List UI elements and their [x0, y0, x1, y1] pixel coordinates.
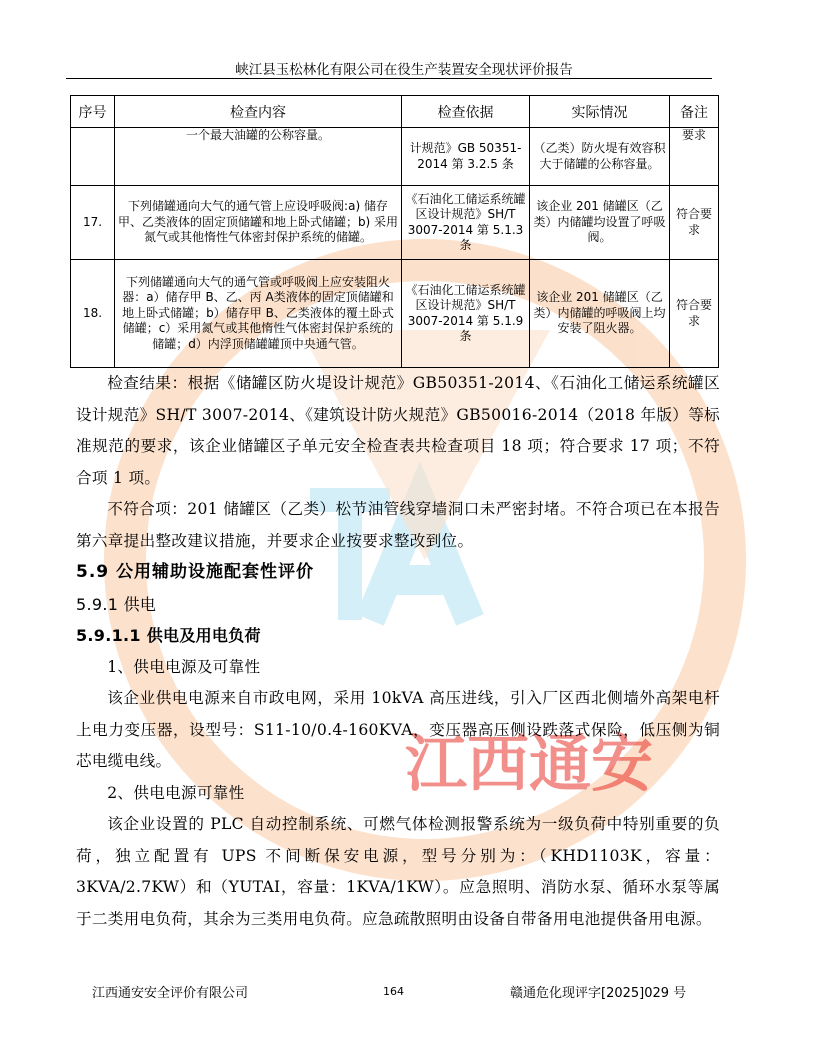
power-reliability-paragraph: 该企业设置的 PLC 自动控制系统、可燃气体检测报警系统为一级负荷中特别重要的负荷，独立配置有 UPS 不间断保安电源，型号分别为：（KHD1103K，容量：3KVA/2.7KW）和（YUTAI，容量：1KVA/1KW）。应急照明、消防水泵、循环水泵等属于二类用电负荷，其余为三类用电负荷。应急疏散照明由设备自带备用电池提供备用电源。	[76, 815, 720, 928]
section-heading-5-9: 5.9 公用辅助设施配套性评价	[76, 562, 315, 582]
nonconform-paragraph: 不符合项：201 储罐区（乙类）松节油管线穿墙洞口未严密封堵。不符合项已在本报告第六章提出整改建议措施，并要求企业按要求整改到位。	[76, 500, 720, 550]
seal-text: 江西通安	[405, 727, 654, 800]
list-item-1: 1、供电电源及可靠性	[107, 657, 261, 676]
header-rule	[66, 78, 712, 79]
footer-company: 江西通安安全评价有限公司	[92, 986, 249, 1001]
cell-basis: 计规范》GB 50351-2014 第 3.2.5 条	[402, 128, 530, 186]
col-header-note: 备注	[670, 96, 719, 128]
footer-doc-number: 赣通危化现评字[2025]029 号	[510, 986, 687, 1001]
cell-actual: 该企业 201 储罐区（乙类）内储罐均设置了呼吸阀。	[530, 186, 670, 260]
cell-no	[71, 128, 115, 186]
col-header-no: 序号	[71, 96, 115, 128]
cell-content: 下列储罐通向大气的通气管上应设呼吸阀:a) 储存甲、乙类液体的固定顶储罐和地上卧式储罐；b) 采用氮气或其他惰性气体密封保护系统的储罐。	[115, 186, 402, 260]
list-item-2: 2、供电电源可靠性	[107, 783, 245, 802]
cell-content: 下列储罐通向大气的通气管或呼吸阀上应安装阻火器：a）储存甲 B、乙、丙 A类液体的固定顶储罐和地上卧式储罐；b）储存甲 B、乙类液体的覆土卧式储罐；c）采用氮气或其他惰性气体密封保护系统的储罐；d）内浮顶储罐罐顶中央通气管。	[115, 260, 402, 368]
col-header-actual: 实际情况	[530, 96, 670, 128]
check-table	[70, 95, 719, 368]
cell-actual: 该企业 201 储罐区（乙类）内储罐的呼吸阀上均安装了阻火器。	[530, 260, 670, 368]
cell-no: 17.	[71, 186, 115, 260]
cell-content: 一个最大油罐的公称容量。	[115, 128, 402, 186]
header-title: 峡江县玉松林化有限公司在役生产装置安全现状评价报告	[235, 62, 573, 78]
table-row	[71, 186, 719, 260]
table-header-row	[71, 96, 719, 128]
cell-note: 符合要求	[670, 186, 719, 260]
check-result-paragraph: 检查结果：根据《储罐区防火堤设计规范》GB50351-2014、《石油化工储运系统罐区设计规范》SH/T 3007-2014、《建筑设计防火规范》GB50016-2014（2018 年版）等标准规范的要求，该企业储罐区子单元安全检查表共检查项目 18 项；符合要求 17 项；不符合项 1 项。	[76, 374, 720, 487]
section-heading-5-9-1-1: 5.9.1.1 供电及用电负荷	[76, 626, 261, 645]
cell-basis: 《石油化工储运系统罐区设计规范》SH/T 3007-2014 第 5.1.3 条	[402, 186, 530, 260]
col-header-content: 检查内容	[115, 96, 402, 128]
cell-no: 18.	[71, 260, 115, 368]
power-source-paragraph: 该企业供电电源来自市政电网，采用 10kVA 高压进线，引入厂区西北侧墙外高架电杆上电力变压器，设型号：S11-10/0.4-160KVA，变压器高压侧设跌落式保险，低压侧为铜芯电缆电线。	[76, 689, 720, 770]
footer-page-number: 164	[383, 985, 404, 998]
cell-note: 要求	[670, 128, 719, 186]
cell-basis: 《石油化工储运系统罐区设计规范》SH/T 3007-2014 第 5.1.9 条	[402, 260, 530, 368]
col-header-basis: 检查依据	[402, 96, 530, 128]
table-row	[71, 128, 719, 186]
body-text	[76, 368, 720, 935]
cell-note: 符合要求	[670, 260, 719, 368]
table-row	[71, 260, 719, 368]
section-heading-5-9-1: 5.9.1 供电	[76, 594, 157, 614]
cell-actual: （乙类）防火堤有效容积大于储罐的公称容量。	[530, 128, 670, 186]
